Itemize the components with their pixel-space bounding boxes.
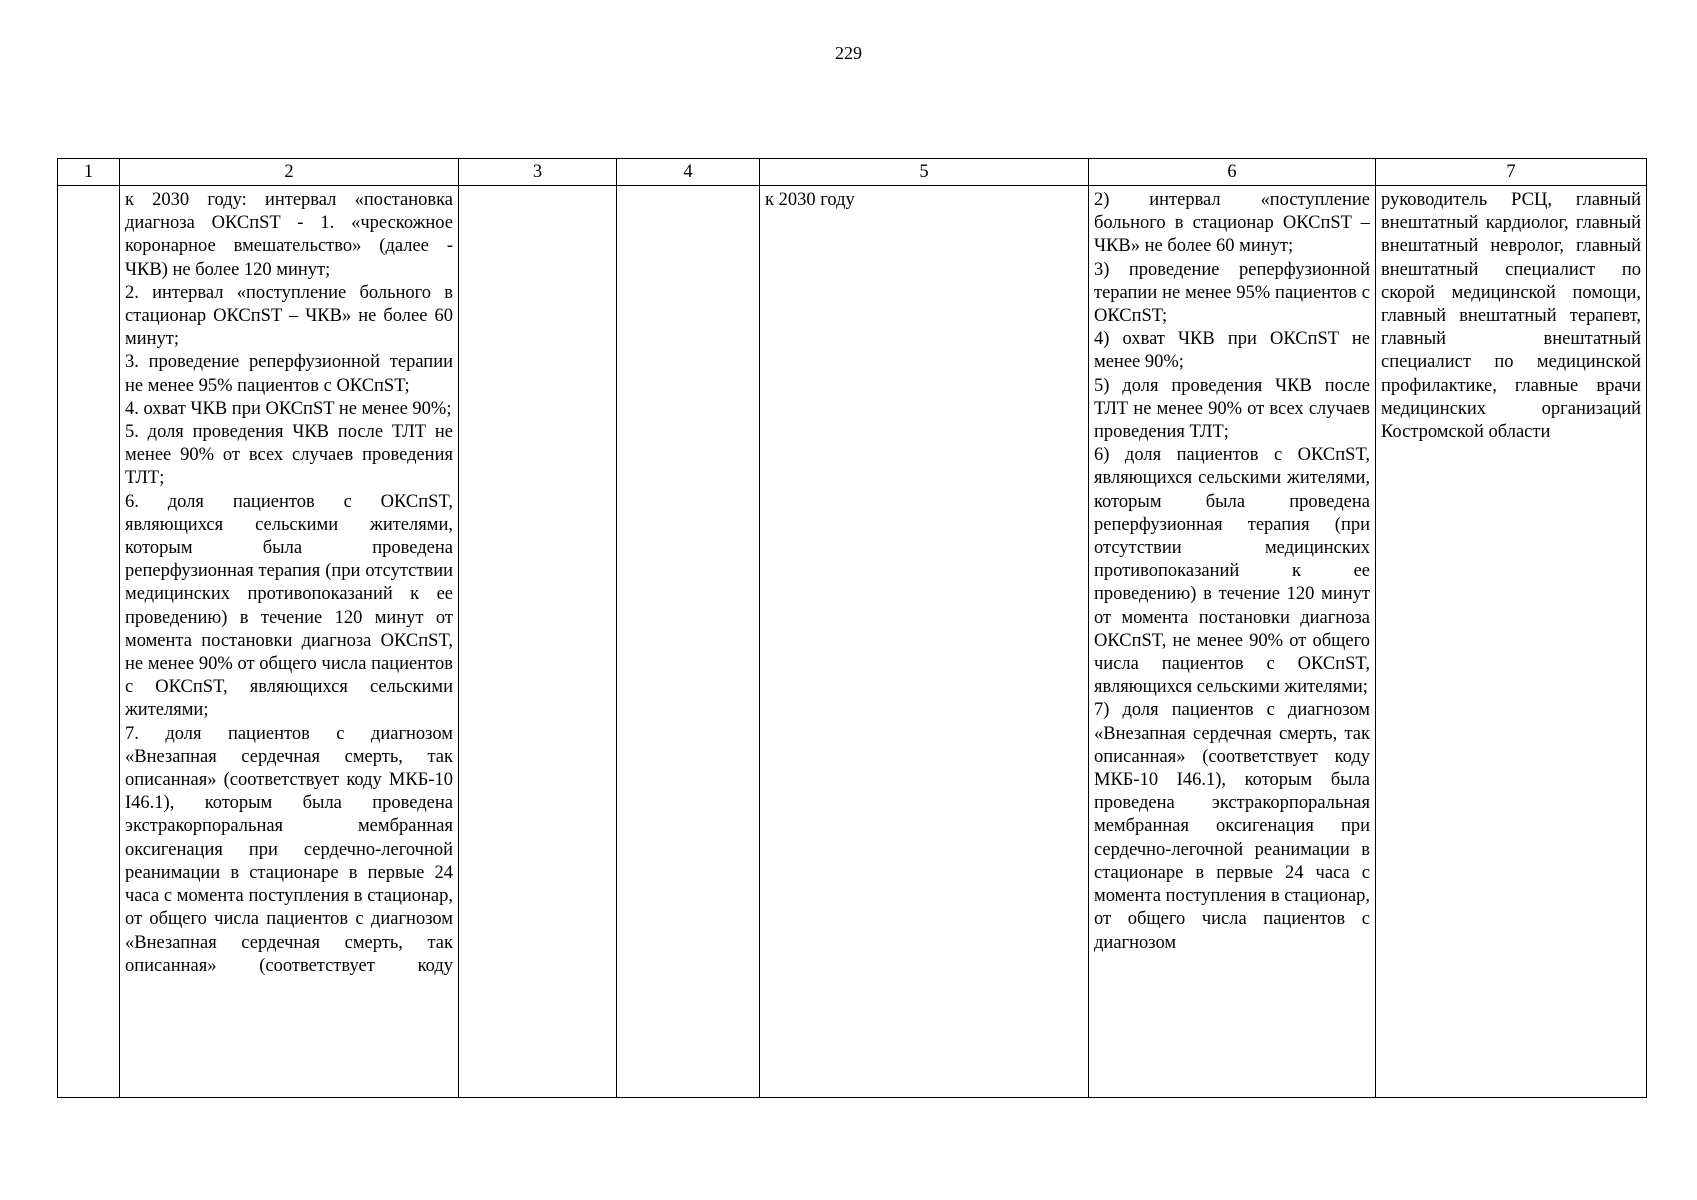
results-list (1094, 189, 1370, 955)
indicators-list (125, 189, 453, 978)
table-cell-col6 (1089, 186, 1376, 1098)
indicator-item: к 2030 году: интервал «постановка диагноза ОКСпST - 1. «чрескожное коронарное вмешательство» (далее - ЧКВ) не более 120 минут; (125, 190, 453, 280)
document-table (57, 158, 1647, 1098)
column-header: 4 (617, 159, 760, 186)
column-header: 7 (1376, 159, 1647, 186)
table-row (58, 186, 1647, 1098)
deadline-text: к 2030 году (765, 190, 855, 210)
indicator-item: 6. доля пациентов с ОКСпST, являющихся сельскими жителями, которым была проведена реперфузионная терапия (при отсутствии медицинских противопоказаний к ее проведению) в течение 120 минут от момента постановки диагноза ОКСпST, не менее 90% от общего числа пациентов с ОКСпST, являющихся сельскими жителями; (125, 491, 453, 721)
column-header: 2 (120, 159, 459, 186)
indicator-item: 2. интервал «поступление больного в стационар ОКСпST – ЧКВ» не более 60 минут; (125, 282, 453, 350)
responsible-persons: руководитель РСЦ, главный внештатный кардиолог, главный внештатный невролог, главный внештатный специалист по скорой медицинской помощи, главный внештатный терапевт, главный внештатный специалист по медицинской профилактике, главные врачи медицинских организаций Костромской области (1381, 190, 1641, 443)
table-cell-col2 (120, 186, 459, 1098)
result-item: 6) доля пациентов с ОКСпST, являющихся сельскими жителями, которым была проведена реперфузионная терапия (при отсутствии медицинских противопоказаний к ее проведению) в течение 120 минут от момента постановки диагноза ОКСпST, не менее 90% от общего числа пациентов с ОКСпST, являющихся сельскими жителями; (1094, 445, 1370, 698)
table-cell-col5 (760, 186, 1089, 1098)
table-cell-col1 (58, 186, 120, 1098)
result-item: 2) интервал «поступление больного в стационар ОКСпST – ЧКВ» не более 60 минут; (1094, 190, 1370, 257)
indicator-item: 4. охват ЧКВ при ОКСпST не менее 90%; (125, 398, 452, 419)
column-header: 6 (1089, 159, 1376, 186)
indicator-item: 7. доля пациентов с диагнозом «Внезапная сердечная смерть, так описанная» (соответствует коду МКБ-10 I46.1), которым была проведена экстракорпоральная мембранная оксигенация при сердечно-легочной реанимации в стационаре в первые 24 часа с момента поступления в стационар, от общего числа пациентов с диагнозом «Внезапная сердечная смерть, так описанная» (соответствует коду (125, 723, 453, 976)
result-item: 4) охват ЧКВ при ОКСпST не менее 90%; (1094, 329, 1370, 373)
result-item: 5) доля проведения ЧКВ после ТЛТ не менее 90% от всех случаев проведения ТЛТ; (1094, 375, 1370, 443)
table-cell-col7 (1376, 186, 1647, 1098)
result-item: 3) проведение реперфузионной терапии не менее 95% пациентов с ОКСпST; (1094, 259, 1370, 327)
page-number: 229 (835, 43, 862, 63)
column-header: 1 (58, 159, 120, 186)
indicator-item: 5. доля проведения ЧКВ после ТЛТ не менее 90% от всех случаев проведения ТЛТ; (125, 422, 453, 489)
table-cell-col4 (617, 186, 760, 1098)
column-header: 3 (459, 159, 617, 186)
indicator-item: 3. проведение реперфузионной терапии не менее 95% пациентов с ОКСпST; (125, 352, 453, 396)
table-cell-col3 (459, 186, 617, 1098)
column-header: 5 (760, 159, 1089, 186)
table-header-row (58, 159, 1647, 186)
result-item: 7) доля пациентов с диагнозом «Внезапная сердечная смерть, так описанная» (соответствует коду МКБ-10 I46.1), которым была проведена экстракорпоральная мембранная оксигенация при сердечно-легочной реанимации в стационаре в первые 24 часа с момента поступления в стационар, от общего числа пациентов с диагнозом (1094, 700, 1370, 953)
